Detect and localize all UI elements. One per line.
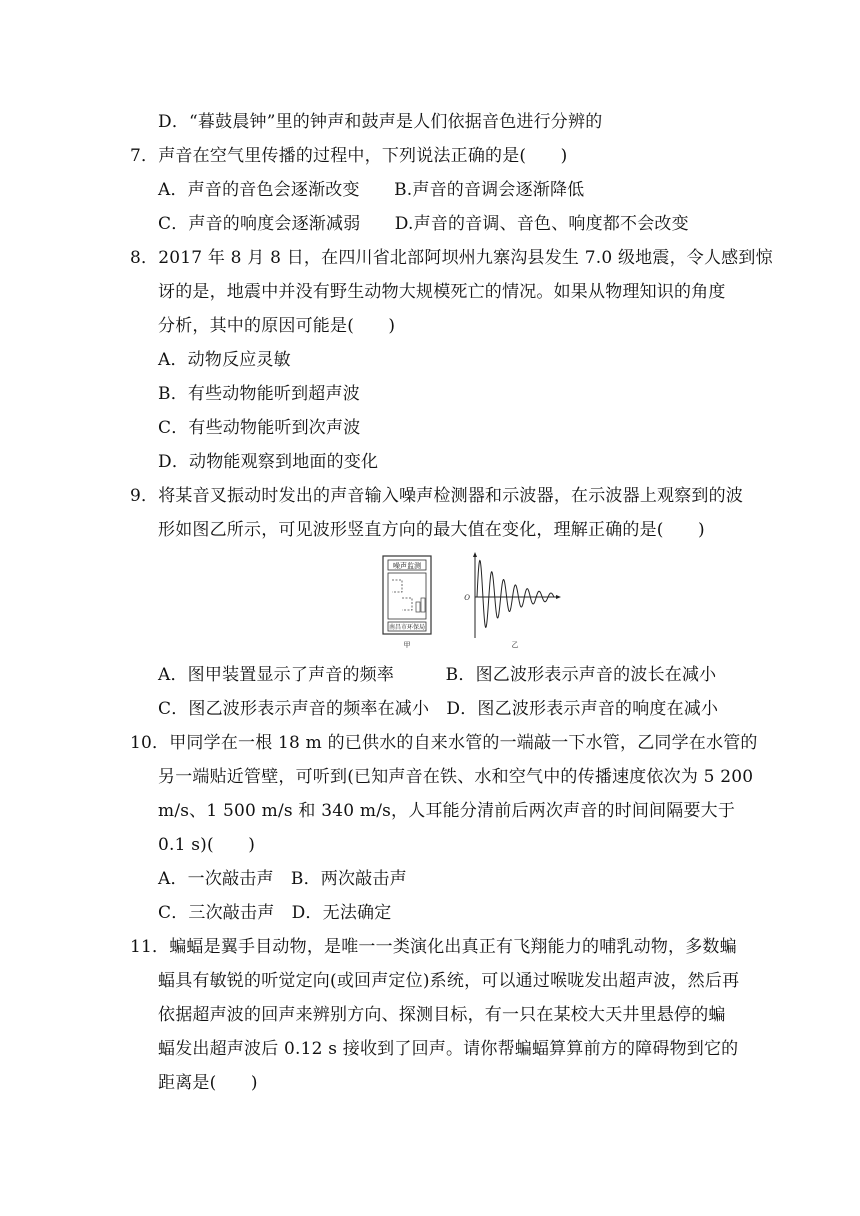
question-10-line2: 另一端贴近管壁，可听到(已知声音在铁、水和空气中的传播速度依次为 5 200 <box>158 767 754 787</box>
damped-wave <box>477 560 554 627</box>
q10-options-ab: A．一次敲击声 B．两次敲击声 <box>158 869 407 889</box>
waveform-plot <box>464 552 561 649</box>
question-10-line1: 10．甲同学在一根 18 m 的已供水的自来水管的一端敲一下水管，乙同学在水管的 <box>130 733 758 753</box>
question-10-line3: m/s、1 500 m/s 和 340 m/s，人耳能分清前后两次声音的时间间隔要大于 <box>158 801 736 821</box>
question-7: 7．声音在空气里传播的过程中，下列说法正确的是( ) <box>130 146 568 166</box>
question-9-line2: 形如图乙所示，可见波形竖直方向的最大值在变化，理解正确的是( ) <box>158 520 705 540</box>
device-title: 噪声监测 <box>393 562 421 570</box>
q8-option-c: C．有些动物能听到次声波 <box>158 418 361 438</box>
q9-figure-svg <box>378 552 568 652</box>
question-11-line4: 蝠发出超声波后 0.12 s 接收到了回声。请你帮蝙蝠算算前方的障碍物到它的 <box>158 1039 739 1059</box>
q9-options-ab: A．图甲装置显示了声音的频率 B．图乙波形表示声音的波长在减小 <box>158 665 717 685</box>
question-9-line1: 9．将某音叉振动时发出的声音输入噪声检测器和示波器，在示波器上观察到的波 <box>130 486 744 506</box>
q8-option-d: D．动物能观察到地面的变化 <box>158 452 379 472</box>
q8-option-b: B．有些动物能听到超声波 <box>158 384 360 404</box>
q8-option-a: A．动物反应灵敏 <box>158 350 291 370</box>
question-8-line2: 讶的是，地震中并没有野生动物大规模死亡的情况。如果从物理知识的角度 <box>158 282 726 302</box>
q9-options-cd: C．图乙波形表示声音的频率在减小 D．图乙波形表示声音的响度在减小 <box>158 699 719 719</box>
question-8-line3: 分析，其中的原因可能是( ) <box>158 316 396 336</box>
question-11-line5: 距离是( ) <box>158 1073 258 1093</box>
q10-options-cd: C．三次敲击声 D．无法确定 <box>158 903 392 923</box>
q7-options-cd: C．声音的响度会逐渐减弱 D.声音的音调、音色、响度都不会改变 <box>158 214 689 234</box>
q7-options-ab: A．声音的音色会逐渐改变 B.声音的音调会逐渐降低 <box>158 180 585 200</box>
device-footer: 南昌市环保局 <box>388 624 426 631</box>
question-11-line3: 依据超声波的回声来辨别方向、探测目标，有一只在某校大天井里悬停的蝙 <box>158 1005 726 1025</box>
q9-figure <box>378 552 568 652</box>
question-10-line4: 0.1 s)( ) <box>158 835 256 855</box>
option-d-q6: D．“暮鼓晨钟”里的钟声和鼓声是人们依据音色进行分辨的 <box>158 112 603 132</box>
question-11-line1: 11．蝙蝠是翼手目动物，是唯一一类演化出真正有飞翔能力的哺乳动物，多数蝙 <box>130 937 737 957</box>
question-11-line2: 蝠具有敏锐的听觉定向(或回声定位)系统，可以通过喉咙发出超声波，然后再 <box>158 971 740 991</box>
label-yi: 乙 <box>511 641 519 649</box>
noise-monitor-device <box>383 556 431 649</box>
question-8-line1: 8．2017 年 8 月 8 日，在四川省北部阿坝州九寨沟县发生 7.0 级地震，令人感到惊 <box>130 248 773 268</box>
label-jia: 甲 <box>403 641 411 649</box>
origin-label: O <box>464 594 470 602</box>
